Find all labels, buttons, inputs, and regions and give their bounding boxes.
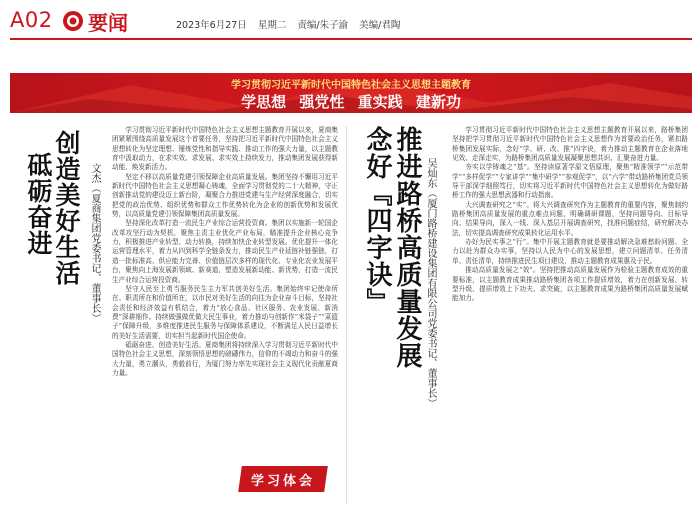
designer-credit: 美编/君陶 xyxy=(359,20,401,31)
right-byline: 吴灿东（厦门路桥建设集团有限公司党委书记、董事长） xyxy=(425,158,436,408)
issue-weekday: 星期二 xyxy=(257,20,287,31)
left-headline-secondary: 砥砺奋进 xyxy=(24,152,53,256)
banner-slogan: 学思想 强党性 重实践 建新功 xyxy=(241,93,461,111)
paragraph: 推动高质量发展之“效”。坚持把推动高质量发展作为检验主题教育成效的重要标准，以主题教育成果推动路桥集团各项工作提质增效，着力在创新发展、转型升级、提质增效上下功夫、求突破，以主题教育成果为路桥集团高质量发展赋能加力。 xyxy=(452,266,688,303)
paragraph: 坚定不移以高质量党建引领保障企业高质量发展。集团坚持不懈用习近平新时代中国特色社会主义思想凝心铸魂，全面学习贯彻党的二十大精神，守正创新推动党的建设迈上新台阶，凝聚合力推进党建与生产经营深度融合，切实把党的政治优势、组织优势和群众工作优势转化为企业的创新优势和发展优势，以高质量党建引领保障集团高质量发展。 xyxy=(112,172,338,219)
left-headline-main: 创造美好生活 xyxy=(52,130,81,286)
header-meta xyxy=(176,17,408,31)
paragraph: 坚守人民至上勇当服务民生主力军共创美好生活。集团始终牢记使命所在、职责所在和价值所在，以市民对美好生活的向往为企业奋斗目标，坚持社会责任和经济效益有机结合，着力“放心食品、社区服务、农业发展、新消费”深耕细作。持续做强做优做大民生事业，着力推动与创新作“米袋子”“菜篮子”保障升级，多维度推进民生服务与保障体系建设，不断满足人民日益增长的美好生活需要，切实担当起新时代国企使命。 xyxy=(112,284,338,340)
column-divider xyxy=(346,126,347,504)
left-byline: 文杰（夏商集团党委书记、董事长） xyxy=(89,163,100,323)
paragraph: 学习贯彻习近平新时代中国特色社会主义思想主题教育开展以来，路桥集团坚持把学习贯彻习近平新时代中国特色社会主义思想作为首要政治任务，紧扣路桥集团发展实际，念好“学、研、改、推”四字诀，着力推动主题教育在企业落地见效、走深走实，为路桥集团高质量发展凝聚思想共识、汇聚奋进力量。 xyxy=(452,126,688,163)
paragraph: 学习贯彻习近平新时代中国特色社会主义思想主题教育开展以来，夏商集团紧紧围绕高质量发展这个首要任务，坚持把习近平新时代中国特色社会主义思想转化为坚定理想、锤炼党性和指导实践、推动工作的强大力量，以主题教育中汲取动力，在求实效、求发展、求实效上持续发力，推动集团发展获得新动能、焕发新活力。 xyxy=(112,126,338,172)
banner-subtitle: 学习贯彻习近平新时代中国特色社会主义思想主题教育 xyxy=(231,80,471,91)
right-headline-main: 推进路桥高质量发展 xyxy=(392,126,422,369)
paragraph: 办好为民实事之“行”。集中开展主题教育就是要推动解决急难愁盼问题、全力以赴为群众办实事，坚持以人民为中心的发展思想，建立问题清单、任务清单、责任清单，持续推进民生项目建设，推动主题教育成果惠及于民。 xyxy=(452,238,688,265)
issue-date: 2023年6月27日 xyxy=(176,20,247,31)
header-rule xyxy=(10,38,692,40)
left-article-body xyxy=(112,126,338,504)
section-title: 要闻 xyxy=(88,11,128,35)
paragraph: 砥砺奋进、创造美好生活。夏商集团将持续深入学习贯彻习近平新时代中国特色社会主义思想，深刻领悟思想的磅礴伟力，信仰的不竭动力和奋斗的强大力量，勇立潮头，勇毅前行，为厦门努力率先实现社会主义现代化贡献夏商力量。 xyxy=(112,340,338,377)
editor-credit: 责编/朱子渝 xyxy=(297,20,349,31)
study-notes-label: 学习体会 xyxy=(250,474,315,489)
right-headline-secondary: 念好『四字诀』 xyxy=(362,126,392,315)
page-number: A02 xyxy=(10,8,53,32)
paragraph: 大兴调查研究之“实”。将大兴调查研究作为主题教育的重要内容，聚焦制约路桥集团高质量发展的重点难点问题，明确调研课题，坚持问题导向、目标导向、结果导向，深入一线、深入基层开展调查研究，找准问题症结，研究解决办法，切实提高调查研究成果转化运用水平。 xyxy=(452,200,688,237)
paragraph: 夯实以学铸魂之“基”。坚持读原著学原文悟原理，聚焦“精准领学”“示范带学”“多样促学”“专家讲学”“集中研学”“参观促学”，以“六学”带动路桥集团党员领导干部深学细照笃行，切实将习近平新时代中国特色社会主义思想转化为做好路桥工作的强大思想武器和行动指南。 xyxy=(452,163,688,200)
paragraph: 坚持深化改革打造一流民生产业综合运营投资商。集团以实施新一轮国企改革攻坚行动为契机，聚焦主责主业优化产业布局，瞄准提升企业核心竞争力，积极推进产业转型、动力转换，持续加快企业转型发展。优化提升一体化运营管理水平，着力从四到科学全链条发力，推动民生产业延链补链强链，打造一批标准高、供应能力完善、价值链层次多样的现代化、专业化农业发展平台，聚焦向上海发展新领域、新赛道，塑造发展新动能、新优势，打造一流民生产业综合运营投资商。 xyxy=(112,219,338,284)
right-article-body xyxy=(452,126,688,510)
newspaper-logo-icon xyxy=(62,10,84,32)
